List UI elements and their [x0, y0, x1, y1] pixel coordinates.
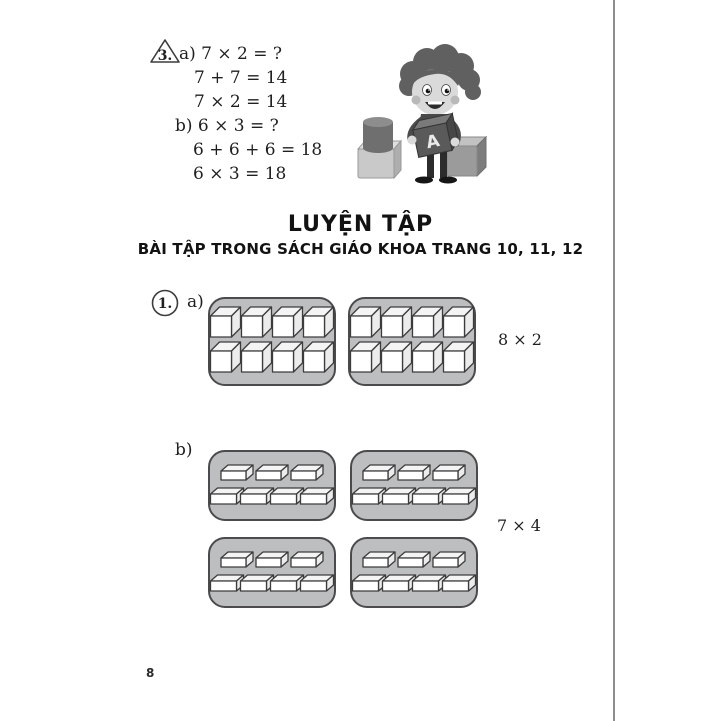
cube-panel-2	[348, 297, 476, 390]
section-subtitle: BÀI TẬP TRONG SÁCH GIÁO KHOA TRANG 10, 11, 12	[137, 240, 584, 258]
boy-with-blocks-illustration	[345, 28, 545, 198]
page-number: 8	[146, 666, 155, 680]
part-b-label: b)	[175, 440, 193, 460]
block-letter: A	[424, 130, 442, 154]
brick-panel-2	[350, 450, 478, 525]
exercise3-triangle-badge	[149, 38, 181, 65]
exercise3-line: 7 + 7 = 14	[194, 68, 288, 88]
exercise3-line: 6 + 6 + 6 = 18	[193, 140, 323, 160]
cube-panel-1	[208, 297, 336, 390]
page-edge-divider	[613, 0, 615, 721]
section-title: LUYỆN TẬP	[287, 212, 434, 237]
exercise3-line: b) 6 × 3 = ?	[175, 116, 279, 136]
part-b-expression: 7 × 4	[497, 516, 541, 535]
toy-cylinder	[363, 117, 393, 153]
brick-panel-1	[208, 450, 336, 525]
exercise1-number: 1.	[157, 296, 173, 312]
exercise3-line: 6 × 3 = 18	[193, 164, 287, 184]
part-a-label: a)	[187, 292, 204, 312]
exercise1-circle-badge	[150, 288, 180, 318]
brick-panel-3	[208, 537, 336, 612]
part-a-expression: 8 × 2	[498, 330, 542, 349]
exercise3-number: 3.	[157, 48, 173, 64]
brick-panel-4	[350, 537, 478, 612]
exercise3-line: a) 7 × 2 = ?	[179, 44, 283, 64]
exercise3-line: 7 × 2 = 14	[194, 92, 288, 112]
